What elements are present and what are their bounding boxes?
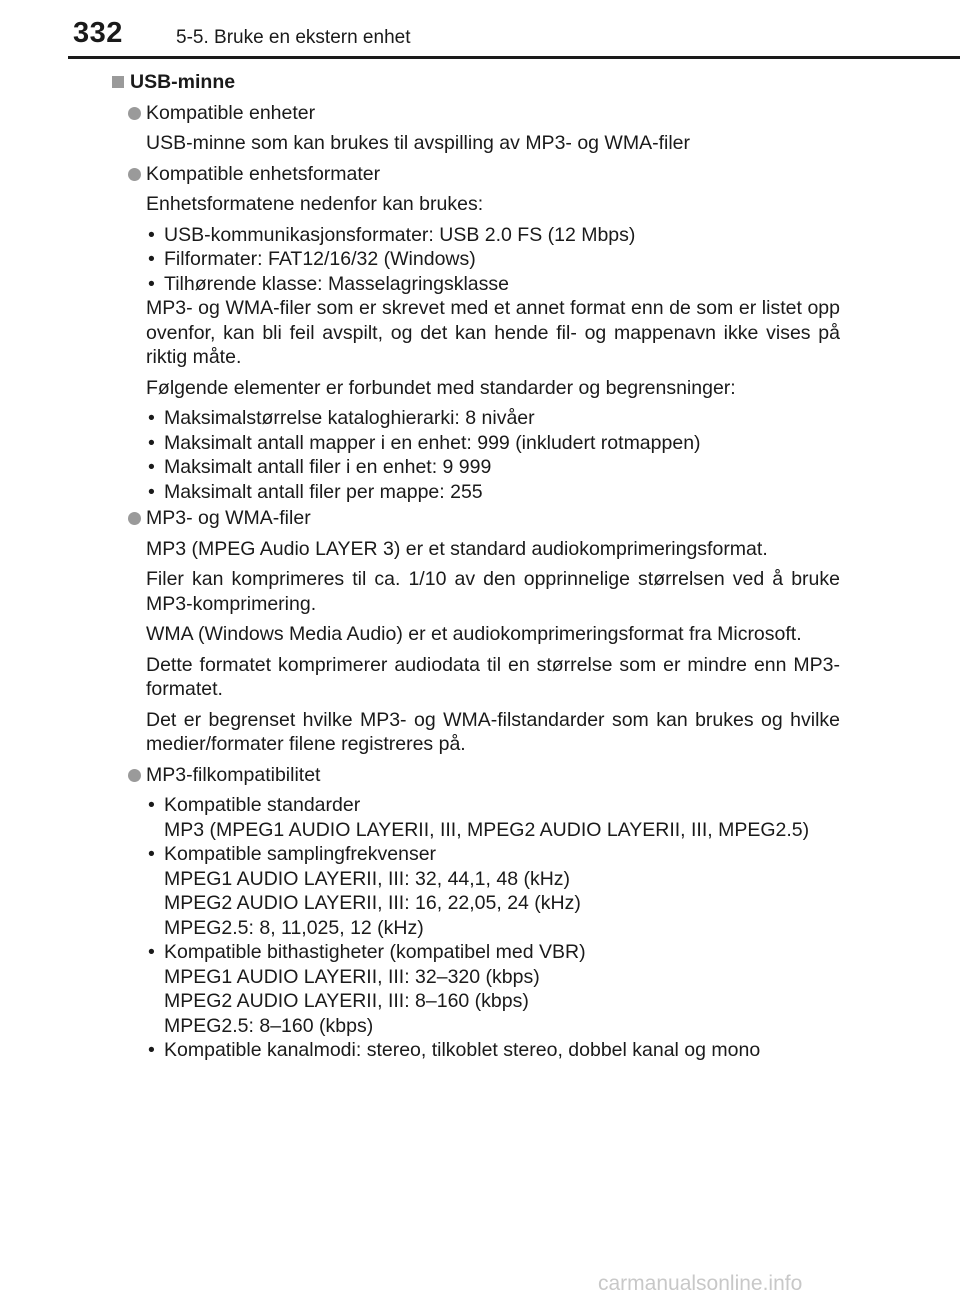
circle-bullet-icon — [128, 107, 141, 120]
list-item: • Filformater: FAT12/16/32 (Windows) — [146, 247, 840, 272]
list-item-line: MPEG2.5: 8–160 (kbps) — [164, 1014, 374, 1037]
list-item-label: • Kompatible standarder — [164, 794, 361, 816]
paragraph: Det er begrenset hvilke MP3- og WMA-filstandarder som kan brukes og hvilke medier/formater filene registreres på. — [146, 708, 840, 755]
page-header — [0, 0, 960, 60]
list-item-line: MPEG1 AUDIO LAYERII, III: 32–320 (kbps) — [164, 965, 540, 988]
list-item-label: • Kompatible bithastigheter (kompatibel med VBR) — [164, 941, 586, 963]
list-item: • Maksimalstørrelse kataloghierarki: 8 nivåer — [146, 406, 840, 431]
list-item: • USB-kommunikasjonsformater: USB 2.0 FS (12 Mbps) — [146, 223, 840, 248]
list-item: • Maksimalt antall filer per mappe: 255 — [146, 480, 840, 505]
list-item — [146, 1038, 840, 1063]
circle-bullet-icon — [128, 512, 141, 525]
item-heading: Kompatible enhetsformater — [146, 162, 381, 185]
watermark: carmanualsonline.info — [598, 1272, 803, 1295]
page-content — [112, 70, 840, 1063]
square-bullet-icon — [112, 76, 124, 88]
list-item-label: • Kompatible samplingfrekvenser — [164, 843, 437, 865]
section-title-text: USB-minne — [130, 71, 236, 93]
list-item: • Tilhørende klasse: Masselagringsklasse — [146, 272, 840, 297]
item-heading: MP3-filkompatibilitet — [146, 763, 321, 786]
list-item — [146, 793, 840, 842]
item-heading: Kompatible enheter — [146, 101, 316, 124]
paragraph: Følgende elementer er forbundet med standarder og begrensninger: — [146, 376, 736, 399]
list-item: • Maksimalt antall mapper i en enhet: 999 (inkludert rotmappen) — [146, 431, 840, 456]
paragraph: MP3 (MPEG Audio LAYER 3) er et standard audiokomprimeringsformat. — [146, 537, 768, 560]
list-item-line: MPEG2 AUDIO LAYERII, III: 8–160 (kbps) — [164, 990, 529, 1012]
paragraph: Dette formatet komprimerer audiodata til en størrelse som er mindre enn MP3-formatet. — [146, 653, 840, 700]
item-mp3-wma-files — [112, 506, 840, 531]
paragraph: USB-minne som kan brukes til avspilling av MP3- og WMA-filer — [146, 132, 691, 154]
paragraph: MP3- og WMA-filer som er skrevet med et annet format enn de som er listet opp ovenfor, kan bli feil avspilt, og det kan hende fil- og mappenavn ikke vises på riktig måte. — [146, 297, 840, 368]
limits-list — [146, 406, 840, 504]
compatibility-list — [146, 793, 840, 1063]
item-heading: MP3- og WMA-filer — [146, 507, 311, 529]
header-rule — [68, 56, 960, 59]
paragraph: WMA (Windows Media Audio) er et audiokomprimeringsformat fra Microsoft. — [146, 623, 802, 645]
circle-bullet-icon — [128, 769, 141, 782]
page-number: 332 — [73, 17, 123, 49]
paragraph: Filer kan komprimeres til ca. 1/10 av den opprinnelige størrelsen ved å bruke MP3-komprimering. — [146, 568, 840, 615]
list-item: • Maksimalt antall filer i en enhet: 9 999 — [146, 455, 840, 480]
list-item-label: • Kompatible kanalmodi: stereo, tilkoblet stereo, dobbel kanal og mono — [164, 1039, 761, 1061]
item-compatible-formats — [112, 162, 840, 187]
list-item — [146, 940, 840, 1038]
format-list — [146, 223, 840, 297]
paragraph: Enhetsformatene nedenfor kan brukes: — [146, 193, 484, 215]
chapter-title: 5-5. Bruke en ekstern enhet — [176, 27, 411, 48]
list-item-line: MPEG2.5: 8, 11,025, 12 (kHz) — [164, 916, 424, 939]
item-mp3-compatibility — [112, 763, 840, 788]
item-compatible-devices — [112, 101, 840, 126]
section-title — [112, 70, 840, 95]
list-item-line: MP3 (MPEG1 AUDIO LAYERII, III, MPEG2 AUDIO LAYERII, III, MPEG2.5) — [164, 818, 810, 841]
list-item — [146, 842, 840, 940]
list-item-line: MPEG2 AUDIO LAYERII, III: 16, 22,05, 24 (kHz) — [164, 892, 581, 914]
list-item-line: MPEG1 AUDIO LAYERII, III: 32, 44,1, 48 (kHz) — [164, 867, 571, 890]
circle-bullet-icon — [128, 168, 141, 181]
